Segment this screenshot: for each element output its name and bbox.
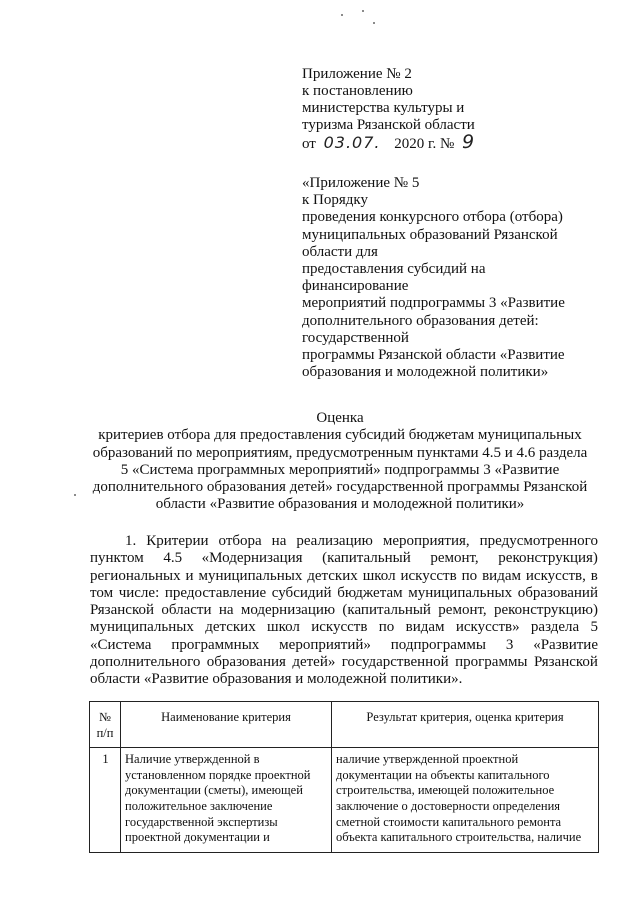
para-word: по <box>378 619 395 636</box>
cell-line: государственной экспертизы <box>125 814 278 829</box>
para-word: предусмотренного <box>479 533 598 549</box>
para-word: образования <box>206 654 286 671</box>
para-line: области «Развитие образования и молодежной политики». <box>90 671 463 688</box>
para-word: предоставление <box>164 584 267 601</box>
para-word: реконструкция) <box>498 550 598 567</box>
para-line <box>90 585 598 602</box>
para-word: программы <box>455 654 528 671</box>
para-word: области <box>161 602 212 619</box>
para-word: 1. <box>125 533 137 549</box>
handwritten-number: 9 <box>462 131 475 153</box>
para-word: Критерии <box>146 533 209 549</box>
para-word: ремонт, <box>430 550 479 567</box>
title-line: Оценка <box>316 410 364 426</box>
para-word: (капитальный <box>342 602 431 619</box>
para-word: мероприятия, <box>382 533 470 549</box>
order-line: к Порядку <box>302 192 368 209</box>
appendix-line: к постановлению <box>302 83 413 99</box>
scan-artifact <box>362 10 364 12</box>
criteria-table <box>89 701 599 853</box>
para-word: программных <box>171 636 260 653</box>
para-word: 4.5 <box>163 550 183 567</box>
cell-line: проектной документации и <box>125 830 270 845</box>
appendix-line: Приложение № 2 <box>302 66 412 82</box>
para-word: бюджетам <box>337 584 403 601</box>
order-line: проведения конкурсного отбора (отбора) <box>302 209 563 226</box>
para-word: дополнительного <box>90 654 201 671</box>
para-word: детских <box>205 619 256 636</box>
para-word: Рязанской <box>533 654 598 671</box>
para-word: детей» <box>292 654 336 671</box>
cell-line: наличие утвержденной проектной <box>336 752 519 767</box>
order-line: области для <box>302 243 378 260</box>
table-row <box>90 748 599 853</box>
para-word: школ <box>362 567 396 584</box>
scan-artifact <box>341 14 343 16</box>
para-word: (капитальный <box>322 550 411 567</box>
title-line: 5 «Система программных мероприятий» подпрограммы 3 «Развитие <box>120 461 560 478</box>
title-line: дополнительного образования детей» государственной программы Рязанской <box>92 479 588 496</box>
row-num: 1 <box>90 748 121 853</box>
para-word: видам <box>482 567 521 584</box>
para-word: видам <box>405 619 445 636</box>
para-word: реконструкцию) <box>493 602 598 619</box>
para-line <box>90 568 598 585</box>
table-header-row <box>90 702 599 748</box>
document-title <box>76 410 604 514</box>
cell-line: установленном порядке проектной <box>125 767 311 782</box>
para-word: искусств» <box>455 619 520 636</box>
para-word: искусств, <box>525 567 586 584</box>
scan-artifact <box>373 22 375 24</box>
order-line: дополнительного образования детей: <box>302 312 539 329</box>
para-word: искусств <box>311 619 368 636</box>
header-num-line: п/п <box>96 725 114 740</box>
handwritten-date: 03.07. <box>323 133 381 152</box>
para-word: на <box>271 533 287 549</box>
para-word: по <box>461 567 478 584</box>
order-line: мероприятий подпрограммы 3 «Развитие <box>302 295 565 312</box>
para-word: реализацию <box>296 533 373 549</box>
order-line: «Приложение № 5 <box>302 175 420 191</box>
cell-line: заключение о достоверности определения <box>336 798 561 813</box>
row-result <box>332 748 599 853</box>
cell-line: объекта капитального строительства, наличие <box>336 830 582 845</box>
title-line: критериев отбора для предоставления субсидий бюджетам муниципальных <box>98 427 582 444</box>
para-word: искусств <box>400 567 457 584</box>
header-num <box>90 702 121 748</box>
appendix-date-line <box>302 131 602 153</box>
cell-line: документации на объекты капитального <box>336 767 550 782</box>
order-line: образования и молодежной политики» <box>302 364 549 381</box>
para-word: государственной <box>341 654 449 671</box>
para-word: муниципальных <box>198 567 303 584</box>
order-line: государственной <box>302 329 409 346</box>
order-line: программы Рязанской области «Развитие <box>302 347 565 364</box>
appendix-line: туризма Рязанской области <box>302 117 475 133</box>
cell-line: сметной стоимости капитального ремонта <box>336 814 562 829</box>
para-word: числе: <box>118 584 160 601</box>
para-word: мероприятий» <box>279 636 371 653</box>
para-word: муниципальных <box>408 584 513 601</box>
para-line <box>90 619 598 636</box>
para-line <box>90 550 598 567</box>
para-line <box>90 654 598 671</box>
para-word: «Развитие <box>533 636 598 653</box>
para-word: образований <box>517 584 598 601</box>
appendix-line: министерства культуры и <box>302 100 465 116</box>
para-word: в <box>590 567 598 584</box>
para-word: школ <box>267 619 300 636</box>
criteria-paragraph <box>90 533 598 689</box>
appendix-header <box>302 66 602 153</box>
para-word: детских <box>307 567 358 584</box>
para-word: отбора <box>218 533 262 549</box>
para-line <box>90 637 598 654</box>
header-name: Наименование критерия <box>121 702 332 748</box>
para-word: 5 <box>590 619 598 636</box>
cell-line: Наличие утвержденной в <box>125 752 260 767</box>
para-word: ремонт, <box>438 602 487 619</box>
header-result: Результат критерия, оценка критерия <box>332 702 599 748</box>
para-word: «Система <box>90 636 152 653</box>
para-word: пунктом <box>90 550 144 567</box>
date-year: 2020 г. № <box>394 136 455 152</box>
para-word: на <box>218 602 234 619</box>
cell-line: строительства, имеющей положительное <box>336 783 555 798</box>
title-line: области «Развитие образования и молодежной политики» <box>155 496 525 513</box>
row-name <box>121 748 332 853</box>
order-line: муниципальных образований Рязанской <box>302 226 558 243</box>
para-word: модернизацию <box>240 602 336 619</box>
para-word: субсидий <box>271 584 332 601</box>
para-line <box>90 533 598 550</box>
cell-line: положительное заключение <box>125 798 273 813</box>
order-line: предоставления субсидий на <box>302 261 486 278</box>
para-word: 3 <box>505 636 514 653</box>
header-num-line: № <box>99 710 111 724</box>
date-prefix: от <box>302 136 316 152</box>
para-word: Рязанской <box>90 602 154 619</box>
para-word: том <box>90 584 114 601</box>
appendix-order-header <box>302 175 602 381</box>
para-word: муниципальных <box>90 619 194 636</box>
order-line: финансирование <box>302 278 409 295</box>
para-word: раздела <box>530 619 580 636</box>
cell-line: документации (сметы), имеющей <box>125 783 303 798</box>
para-line <box>90 602 598 619</box>
para-word: региональных <box>90 567 181 584</box>
para-word: и <box>185 567 194 584</box>
title-line: образований по мероприятиям, предусмотренным пунктами 4.5 и 4.6 раздела <box>92 444 588 461</box>
para-word: «Модернизация <box>201 550 303 567</box>
para-word: подпрограммы <box>390 636 486 653</box>
